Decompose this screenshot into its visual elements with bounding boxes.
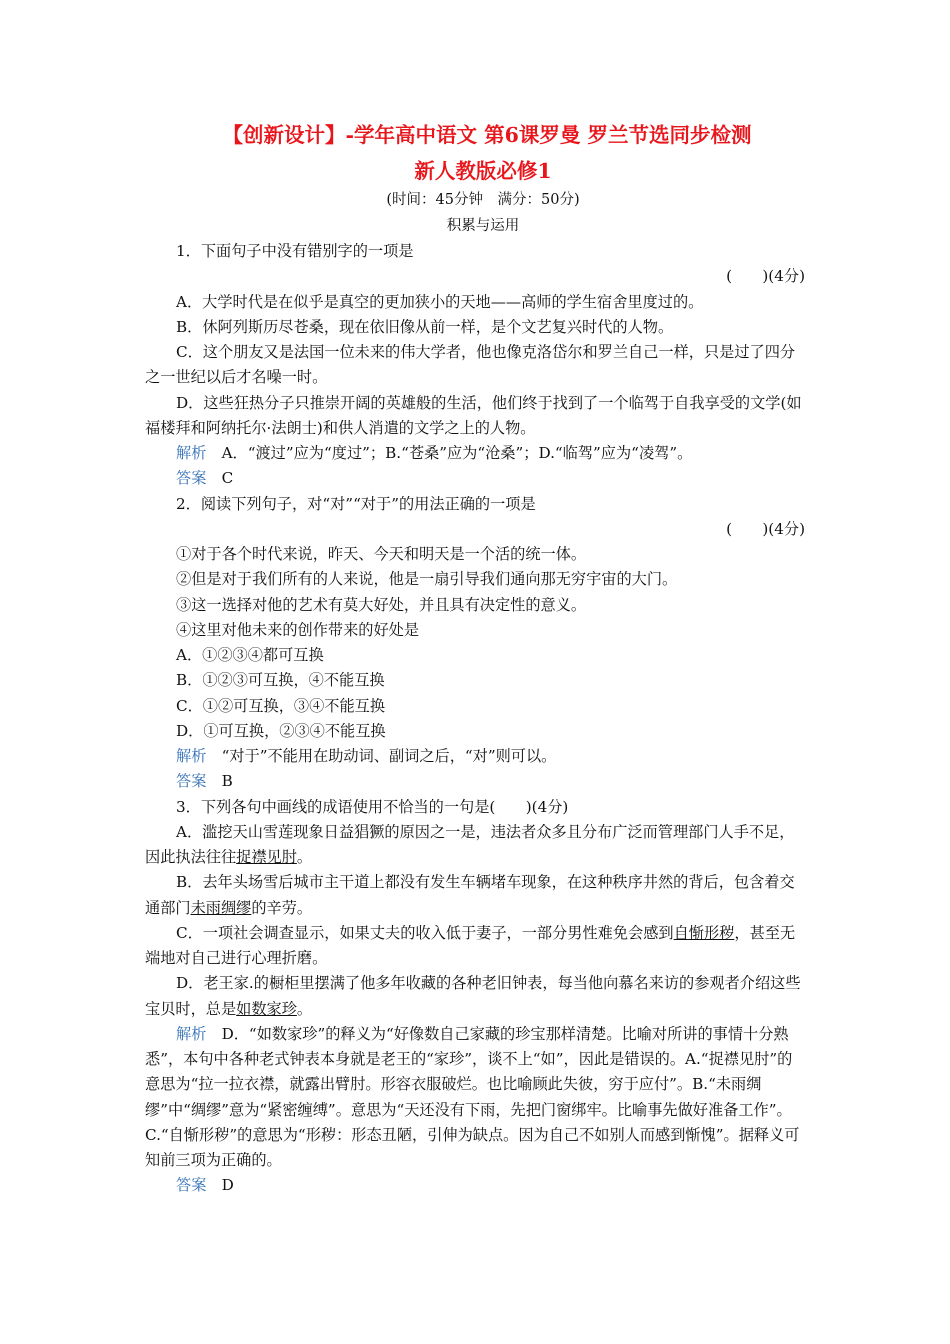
q1-answer-text: C <box>206 469 234 488</box>
q1-answer <box>145 466 805 491</box>
q1-option-d: D．这些狂热分子只推崇开阔的英雄般的生活，他们终于找到了一个临驾于自我享受的文学(如福楼拜和阿纳托尔·法朗士)和供人消遣的文学之上的人物。 <box>145 393 802 437</box>
q3-c-underlined-idiom: 自惭形秽 <box>673 923 735 942</box>
q2-analysis-text: “对于”不能用在助动词、副词之后，“对”则可以。 <box>206 747 557 765</box>
q3-d-underlined-idiom: 如数家珍 <box>236 999 297 1018</box>
q2-option-b: B．①②③可互换，④不能互换 <box>176 671 385 690</box>
q3-c-tail: ，甚至无端地对自己进行心理折磨。 <box>145 923 796 967</box>
q2-sentence-4: ④这里对他未来的创作带来的好处是 <box>176 620 419 639</box>
q1-option-a: A．大学时代是在似乎是真空的更加狭小的天地——高师的学生宿舍里度过的。 <box>176 292 704 311</box>
q1-option-c: C．这个朋友又是法国一位未来的伟大学者，他也像克洛岱尔和罗兰自己一样，只是过了四分之一世纪以后才名噪一时。 <box>145 343 796 387</box>
analysis-label: 解析 <box>176 444 207 462</box>
q2-answer <box>145 769 805 794</box>
q2-option-a: A．①②③④都可互换 <box>176 646 324 664</box>
q1-analysis-text: A．“渡过”应为“度过”；B.“苍桑”应为“沧桑”；D.“临驾”应为“凌驾”。 <box>206 444 693 462</box>
q3-b-text: B．去年头场雪后城市主干道上都没有发生车辆堵车现象，在这种秩序井然的背后，包含着交通部门 <box>145 873 795 917</box>
q3-option-a <box>145 820 805 871</box>
document-title-line2: 新人教版必修1 <box>414 159 552 183</box>
answer-label: 答案 <box>176 772 207 791</box>
q3-c-text: C．一项社会调查显示，如果丈夫的收入低于妻子，一部分男性难免会感到 <box>176 923 674 942</box>
q2-sentence-1: ①对于各个时代来说，昨天、今天和明天是一个活的统一体。 <box>176 545 587 563</box>
q3-option-b <box>145 870 805 921</box>
q3-option-d <box>145 971 805 1022</box>
q2-option-c: C．①②可互换，③④不能互换 <box>176 696 386 715</box>
q3-answer-text: D <box>206 1176 234 1195</box>
q1-score: ( )(4分) <box>726 267 805 286</box>
answer-label: 答案 <box>176 469 207 488</box>
q3-b-underlined-idiom: 未雨绸缪 <box>190 898 252 917</box>
q3-analysis-text: D．“如数家珍”的释义为“好像数自己家藏的珍宝那样清楚。比喻对所讲的事情十分熟悉”，本句中各种老式钟表本身就是老王的“家珍”，谈不上“如”，因此是错误的。A.“捉襟见肘”的意思为“拉一拉衣襟，就露出臂肘。形容衣服破烂。也比喻顾此失彼，穷于应付”。B.“未雨绸缪”中“绸缪”意为“紧密缠缚”。意思为“天还没有下雨，先把门窗绑牢。比喻事先做好准备工作”。C.“自惭形秽”的意思为“形秽：形态丑陋，引伸为缺点。因为自己不如别人而感到惭愧”。据释义可知前三项为正确的。 <box>145 1024 800 1169</box>
q2-stem: 2．阅读下列句子，对“对”“对于”的用法正确的一项是 <box>176 494 536 513</box>
q1-stem: 1．下面句子中没有错别字的一项是 <box>176 242 414 260</box>
q3-a-underlined-idiom: 捉襟见肘 <box>236 848 297 866</box>
analysis-label: 解析 <box>176 1024 207 1043</box>
q2-option-d: D．①可互换，②③④不能互换 <box>176 721 386 740</box>
q3-b-tail: 的辛劳。 <box>251 898 313 917</box>
q2-sentence-3: ③这一选择对他的艺术有莫大好处，并且具有决定性的意义。 <box>176 595 587 614</box>
q2-analysis <box>145 744 805 769</box>
answer-label: 答案 <box>176 1176 207 1195</box>
q1-analysis <box>145 441 805 466</box>
q3-stem: 3．下列各句中画线的成语使用不恰当的一句是( )(4分) <box>176 797 569 816</box>
time-info: (时间：45分钟 满分：50分) <box>386 192 580 208</box>
q3-d-tail: 。 <box>296 999 313 1018</box>
q2-score: ( )(4分) <box>726 519 805 538</box>
q3-answer <box>145 1173 805 1198</box>
section-heading: 积累与运用 <box>446 218 520 234</box>
q3-analysis <box>145 1022 805 1174</box>
q3-a-tail: 。 <box>296 848 313 866</box>
q3-d-text: D．老王家.的橱柜里摆满了他多年收藏的各种老旧钟表，每当他向慕名来访的参观者介绍这些宝贝时，总是 <box>145 974 801 1018</box>
q2-sentence-2: ②但是对于我们所有的人来说，他是一扇引导我们通向那无穷宇宙的大门。 <box>176 570 678 589</box>
document-title-line1: 【创新设计】-学年高中语文 第6课罗曼 罗兰节选同步检测 <box>222 123 752 147</box>
q3-a-text: A．滥挖天山雪莲现象日益猖獗的原因之一是，违法者众多且分布广泛而管理部门人手不足，因此执法往往 <box>145 822 795 866</box>
document-body <box>145 239 805 1199</box>
q1-option-b: B．休阿列斯历尽苍桑，现在依旧像从前一样，是个文艺复兴时代的人物。 <box>176 317 674 336</box>
q3-option-c <box>145 921 805 972</box>
q2-answer-text: B <box>206 772 233 791</box>
analysis-label: 解析 <box>176 747 207 765</box>
